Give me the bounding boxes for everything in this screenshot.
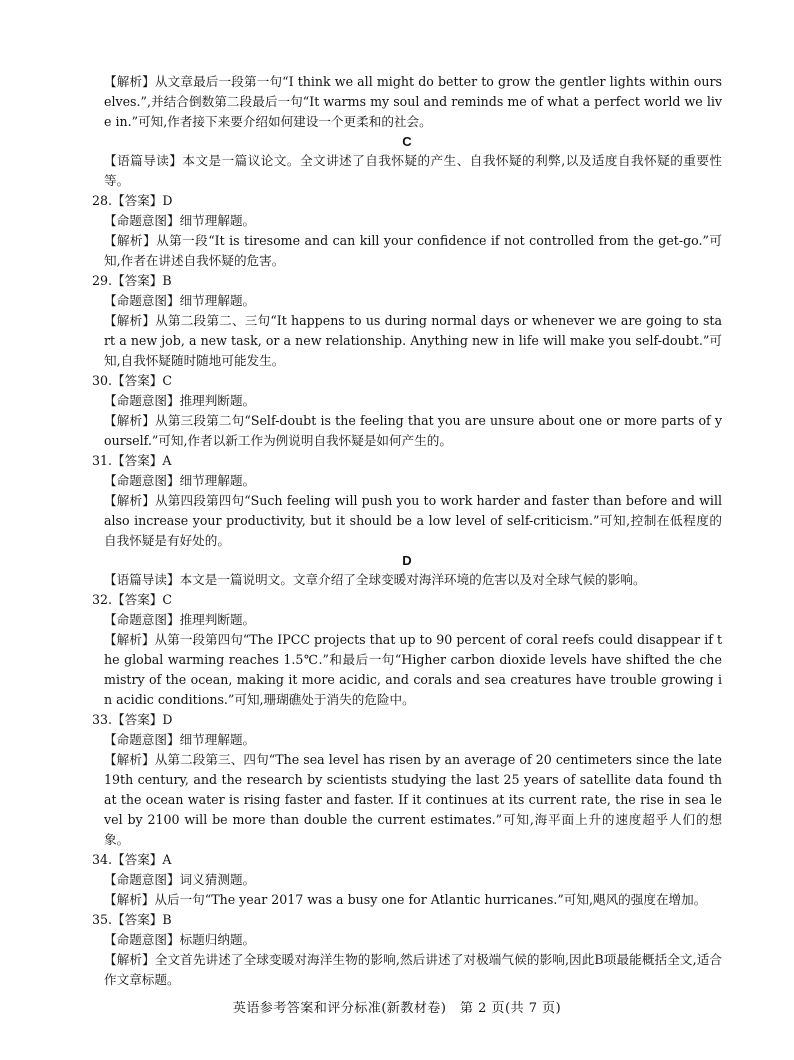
answer-line: 【语篇导读】本文是一篇议论文。全文讲述了自我怀疑的产生、自我怀疑的利弊,以及适度自我怀疑的重要性等。 [104, 153, 722, 188]
answer-line: 33.【答案】D [92, 712, 173, 727]
answer-line: 【解析】从文章最后一段第一句“I think we all might do better to grow the gentler lights within ourselves.”,并结合倒数第二段最后一句“It warms my soul and reminds me of what a perfect world we live in.”可知,作者接下来要介绍如何建设一个更柔和的社会。 [104, 74, 722, 129]
answer-line: 【语篇导读】本文是一篇说明文。文章介绍了全球变暖对海洋环境的危害以及对全球气候的影响。 [104, 572, 646, 587]
answer-line: 【解析】从后一句“The year 2017 was a busy one for Atlantic hurricanes.”可知,飓风的强度在增加。 [104, 892, 707, 907]
answer-page-body [92, 72, 722, 990]
answer-line: 【解析】从第四段第四句“Such feeling will push you to work harder and faster than before and will also increase your productivity, but it should be a low level of self-criticism.”可知,控制在低程度的自我怀疑是有好处的。 [104, 493, 722, 548]
answer-line: 31.【答案】A [92, 453, 172, 468]
answer-line: 【命题意图】细节理解题。 [104, 732, 256, 747]
answer-line: 【命题意图】细节理解题。 [104, 293, 256, 308]
answer-line: 【解析】从第二段第二、三句“It happens to us during normal days or whenever we are going to start a new job, a new task, or a new relationship. Anything new in life will make you self-doubt.”可知,自我怀疑随时随地可能发生。 [104, 313, 722, 368]
section-heading: D [402, 553, 412, 568]
answer-line: 【解析】从第三段第二句“Self-doubt is the feeling that you are unsure about one or more parts of yourself.”可知,作者以新工作为例说明自我怀疑是如何产生的。 [104, 413, 722, 448]
answer-line: 【解析】从第二段第三、四句“The sea level has risen by an average of 20 centimeters since the late 19th century, and the research by scientists studying the last 25 years of satellite data found that the ocean water is rising faster and faster. If it continues at its current rate, the rise in sea level by 2100 will be more than double the current estimates.”可知,海平面上升的速度超乎人们的想象。 [104, 752, 722, 847]
answer-line: 32.【答案】C [92, 592, 173, 607]
answer-line: 30.【答案】C [92, 373, 173, 388]
answer-line: 29.【答案】B [92, 273, 172, 288]
answer-line: 【命题意图】细节理解题。 [104, 473, 256, 488]
answer-line: 【命题意图】推理判断题。 [104, 393, 256, 408]
answer-line: 【命题意图】推理判断题。 [104, 612, 256, 627]
answer-line: 28.【答案】D [92, 193, 173, 208]
answer-line: 【解析】从第一段第四句“The IPCC projects that up to 90 percent of coral reefs could disappear if the global warming reaches 1.5℃.”和最后一句“Higher carbon dioxide levels have shifted the chemistry of the ocean, making it more acidic, and corals and sea creatures have trouble growing in acidic conditions.”可知,珊瑚礁处于消失的危险中。 [104, 632, 722, 707]
answer-line: 【解析】从第一段“It is tiresome and can kill your confidence if not controlled from the get-go.”可知,作者在讲述自我怀疑的危害。 [104, 233, 722, 268]
page-footer: 英语参考答案和评分标准(新教材卷) 第 2 页(共 7 页) [232, 1001, 562, 1016]
answer-line: 【命题意图】词义猜测题。 [104, 872, 256, 887]
answer-line: 【命题意图】细节理解题。 [104, 213, 256, 228]
answer-line: 35.【答案】B [92, 912, 172, 927]
answer-line: 【解析】全文首先讲述了全球变暖对海洋生物的影响,然后讲述了对极端气候的影响,因此B项最能概括全文,适合作文章标题。 [104, 952, 722, 987]
answer-line: 34.【答案】A [92, 852, 172, 867]
section-heading: C [402, 134, 412, 149]
answer-line: 【命题意图】标题归纳题。 [104, 932, 256, 947]
